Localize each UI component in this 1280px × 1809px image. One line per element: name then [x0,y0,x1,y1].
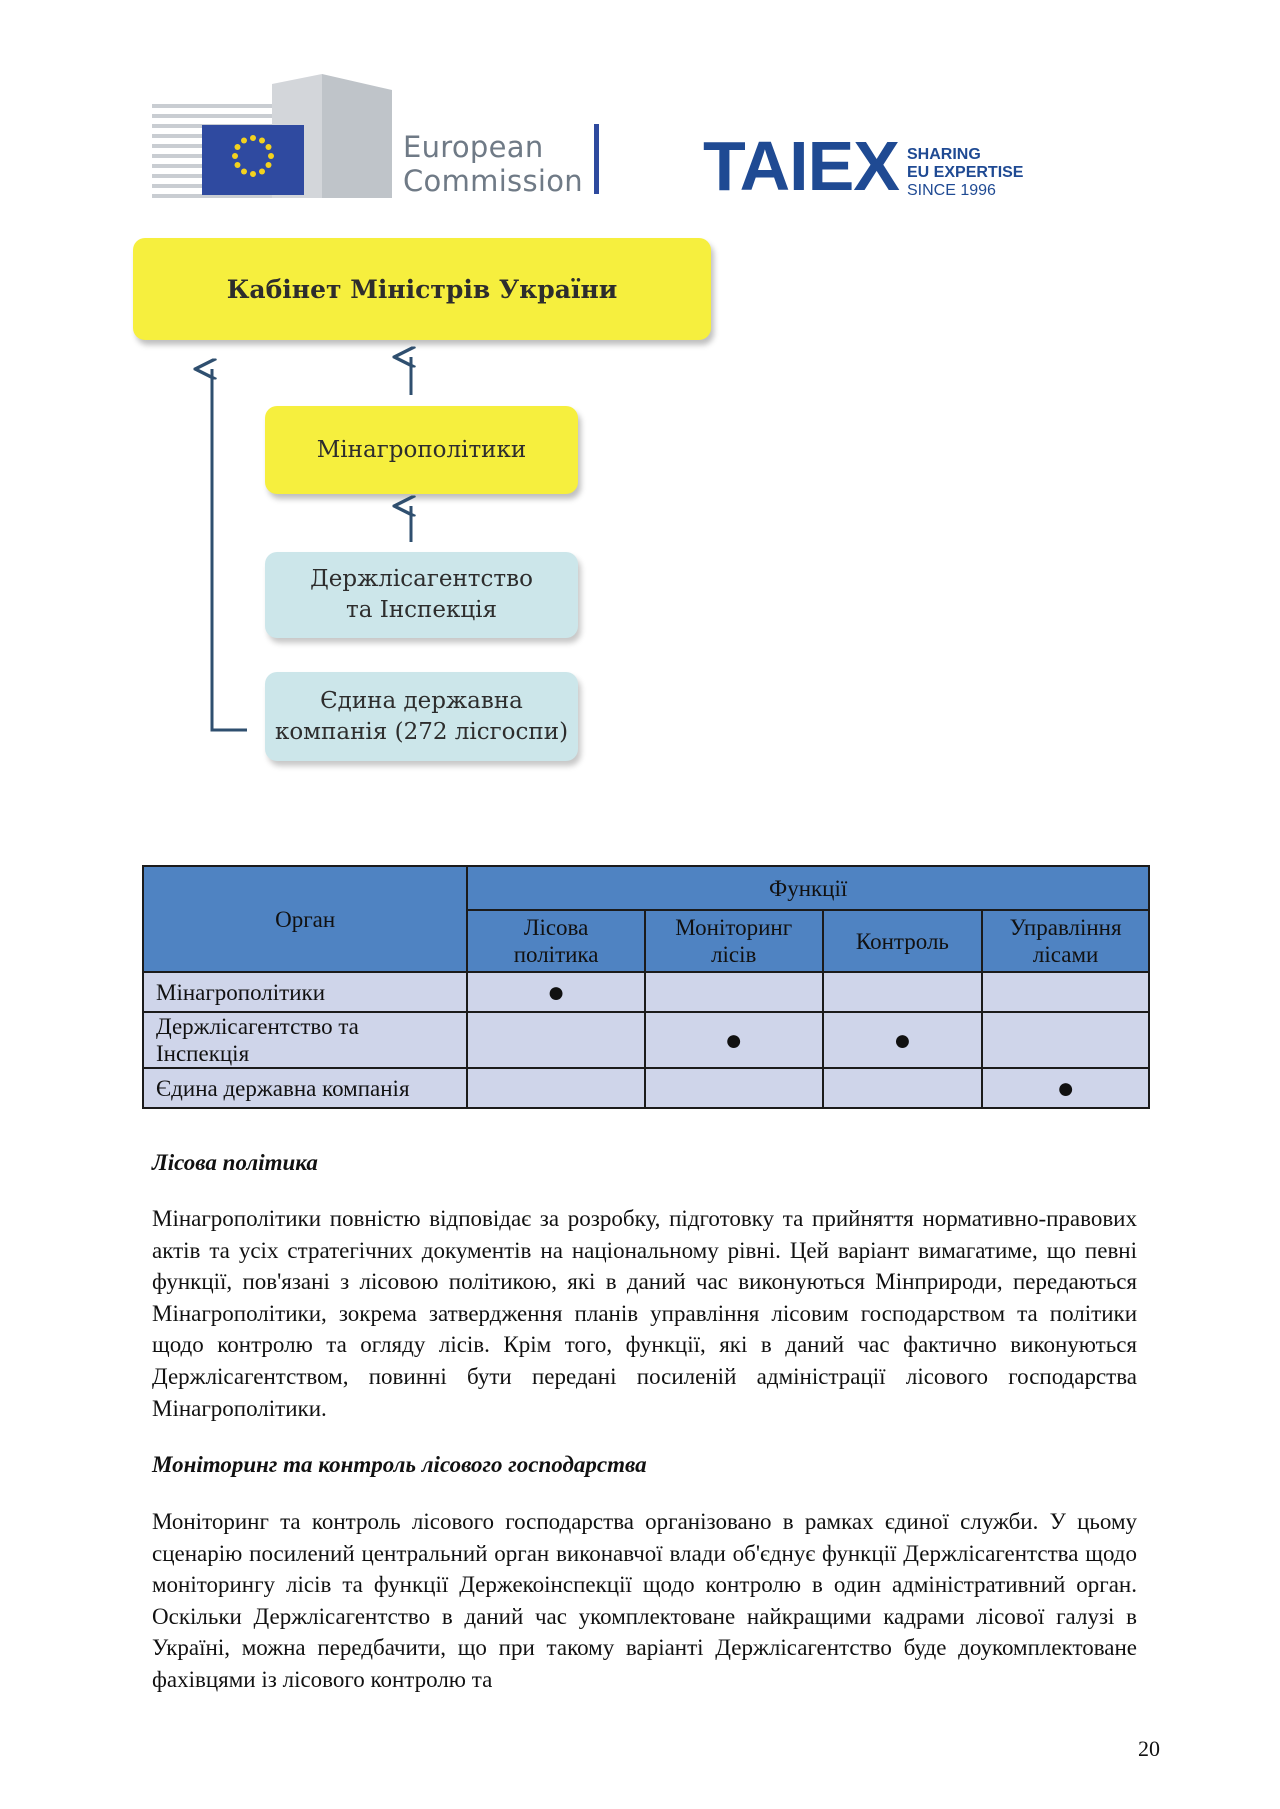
function-mark [823,972,983,1012]
org-box-minagro-label: Мінагрополітики [316,437,527,463]
taiex-tag-line1: SHARING [907,146,981,163]
function-mark [467,1068,645,1108]
functions-table [142,865,1150,1109]
function-mark: ● [645,1012,823,1068]
org-box-derzh-line2: та Інспекція [345,597,498,623]
column-header [467,910,645,972]
function-mark [467,1012,645,1068]
table-row [143,972,1149,1012]
taiex-tag-line3: SINCE 1996 [907,182,996,199]
column-header [823,910,983,972]
column-header [645,910,823,972]
organ-header: Орган [143,866,467,972]
paragraph-monitoring-control: Моніторинг та контроль лісового господарства організовано в рамках єдиної служби. У цьому сценарію посилений центральний орган виконавчої влади об'єднує функції Держлісагентства щодо моніторингу лісів та функції Держекоінспекції щодо контролю в один адміністративний орган. Оскільки Держлісагентство в даний час укомплектоване найкращими кадрами лісової галузі в Україні, можна передбачити, що при такому варіанті Держлісагентство буде доукомплектоване фахівцями із лісового контролю та [152,1509,1137,1692]
function-mark [982,1012,1149,1068]
col-4-line1: Управління [1009,915,1122,940]
col-1-line1: Лісова [523,915,589,940]
column-header [982,910,1149,972]
function-mark [823,1068,983,1108]
row-organ-label: Єдина державна компанія [143,1068,467,1108]
section-title-monitoring-control: Моніторинг та контроль лісового господарства [152,1452,647,1477]
col-2-line2: лісів [711,942,757,967]
col-3-line1: Контроль [855,928,949,954]
taiex-logo-word: TAIEX [703,127,899,205]
org-box-single-line2: компанія (272 лісгоспи) [274,718,569,745]
function-mark [982,972,1149,1012]
row-2-line1: Держлісагентство та [156,1014,359,1039]
section-title-forest-policy: Лісова політика [152,1150,318,1175]
org-box-cabinet-label: Кабінет Міністрів України [226,274,618,304]
function-mark: ● [982,1068,1149,1108]
row-2-line2: Інспекція [156,1041,250,1066]
col-1-line2: політика [513,942,599,967]
arrow-company-to-cabinet [212,369,247,730]
page-number: 20 [1138,1736,1160,1761]
table-row [143,1012,1149,1068]
function-mark: ● [823,1012,983,1068]
row-organ-label: Мінагрополітики [143,972,467,1012]
org-box-single-line1: Єдина державна [320,687,523,714]
paragraph-forest-policy: Мінагрополітики повністю відповідає за розробку, підготовку та прийняття нормативно-правових актів та усіх стратегічних документів на національному рівні. Цей варіант вимагатиме, що певні функції, пов'язані з лісовою політикою, які в даний час виконуються Мінприроди, передаються Мінагрополітики, зокрема затвердження планів управління лісовим господарством та політики щодо контролю та огляду лісів. Крім того, функції, які в даний час фактично виконуються Держлісагентством, повинні бути передані посиленій адміністрації лісового господарства Мінагрополітики. [152,1206,1137,1421]
table-row [143,1068,1149,1108]
col-2-line1: Моніторинг [675,915,793,940]
function-mark [645,972,823,1012]
ec-logo-line2: Commission [403,164,583,198]
function-mark [645,1068,823,1108]
ec-logo-line1: European [403,130,544,164]
org-arrows [0,0,1280,800]
row-organ-label [143,1012,467,1068]
taiex-tag-line2: EU EXPERTISE [907,164,1024,181]
functions-header: Функції [467,866,1149,910]
col-4-line2: лісами [1032,942,1099,967]
org-box-derzh-line1: Держлісагентство [310,566,533,592]
function-mark: ● [467,972,645,1012]
